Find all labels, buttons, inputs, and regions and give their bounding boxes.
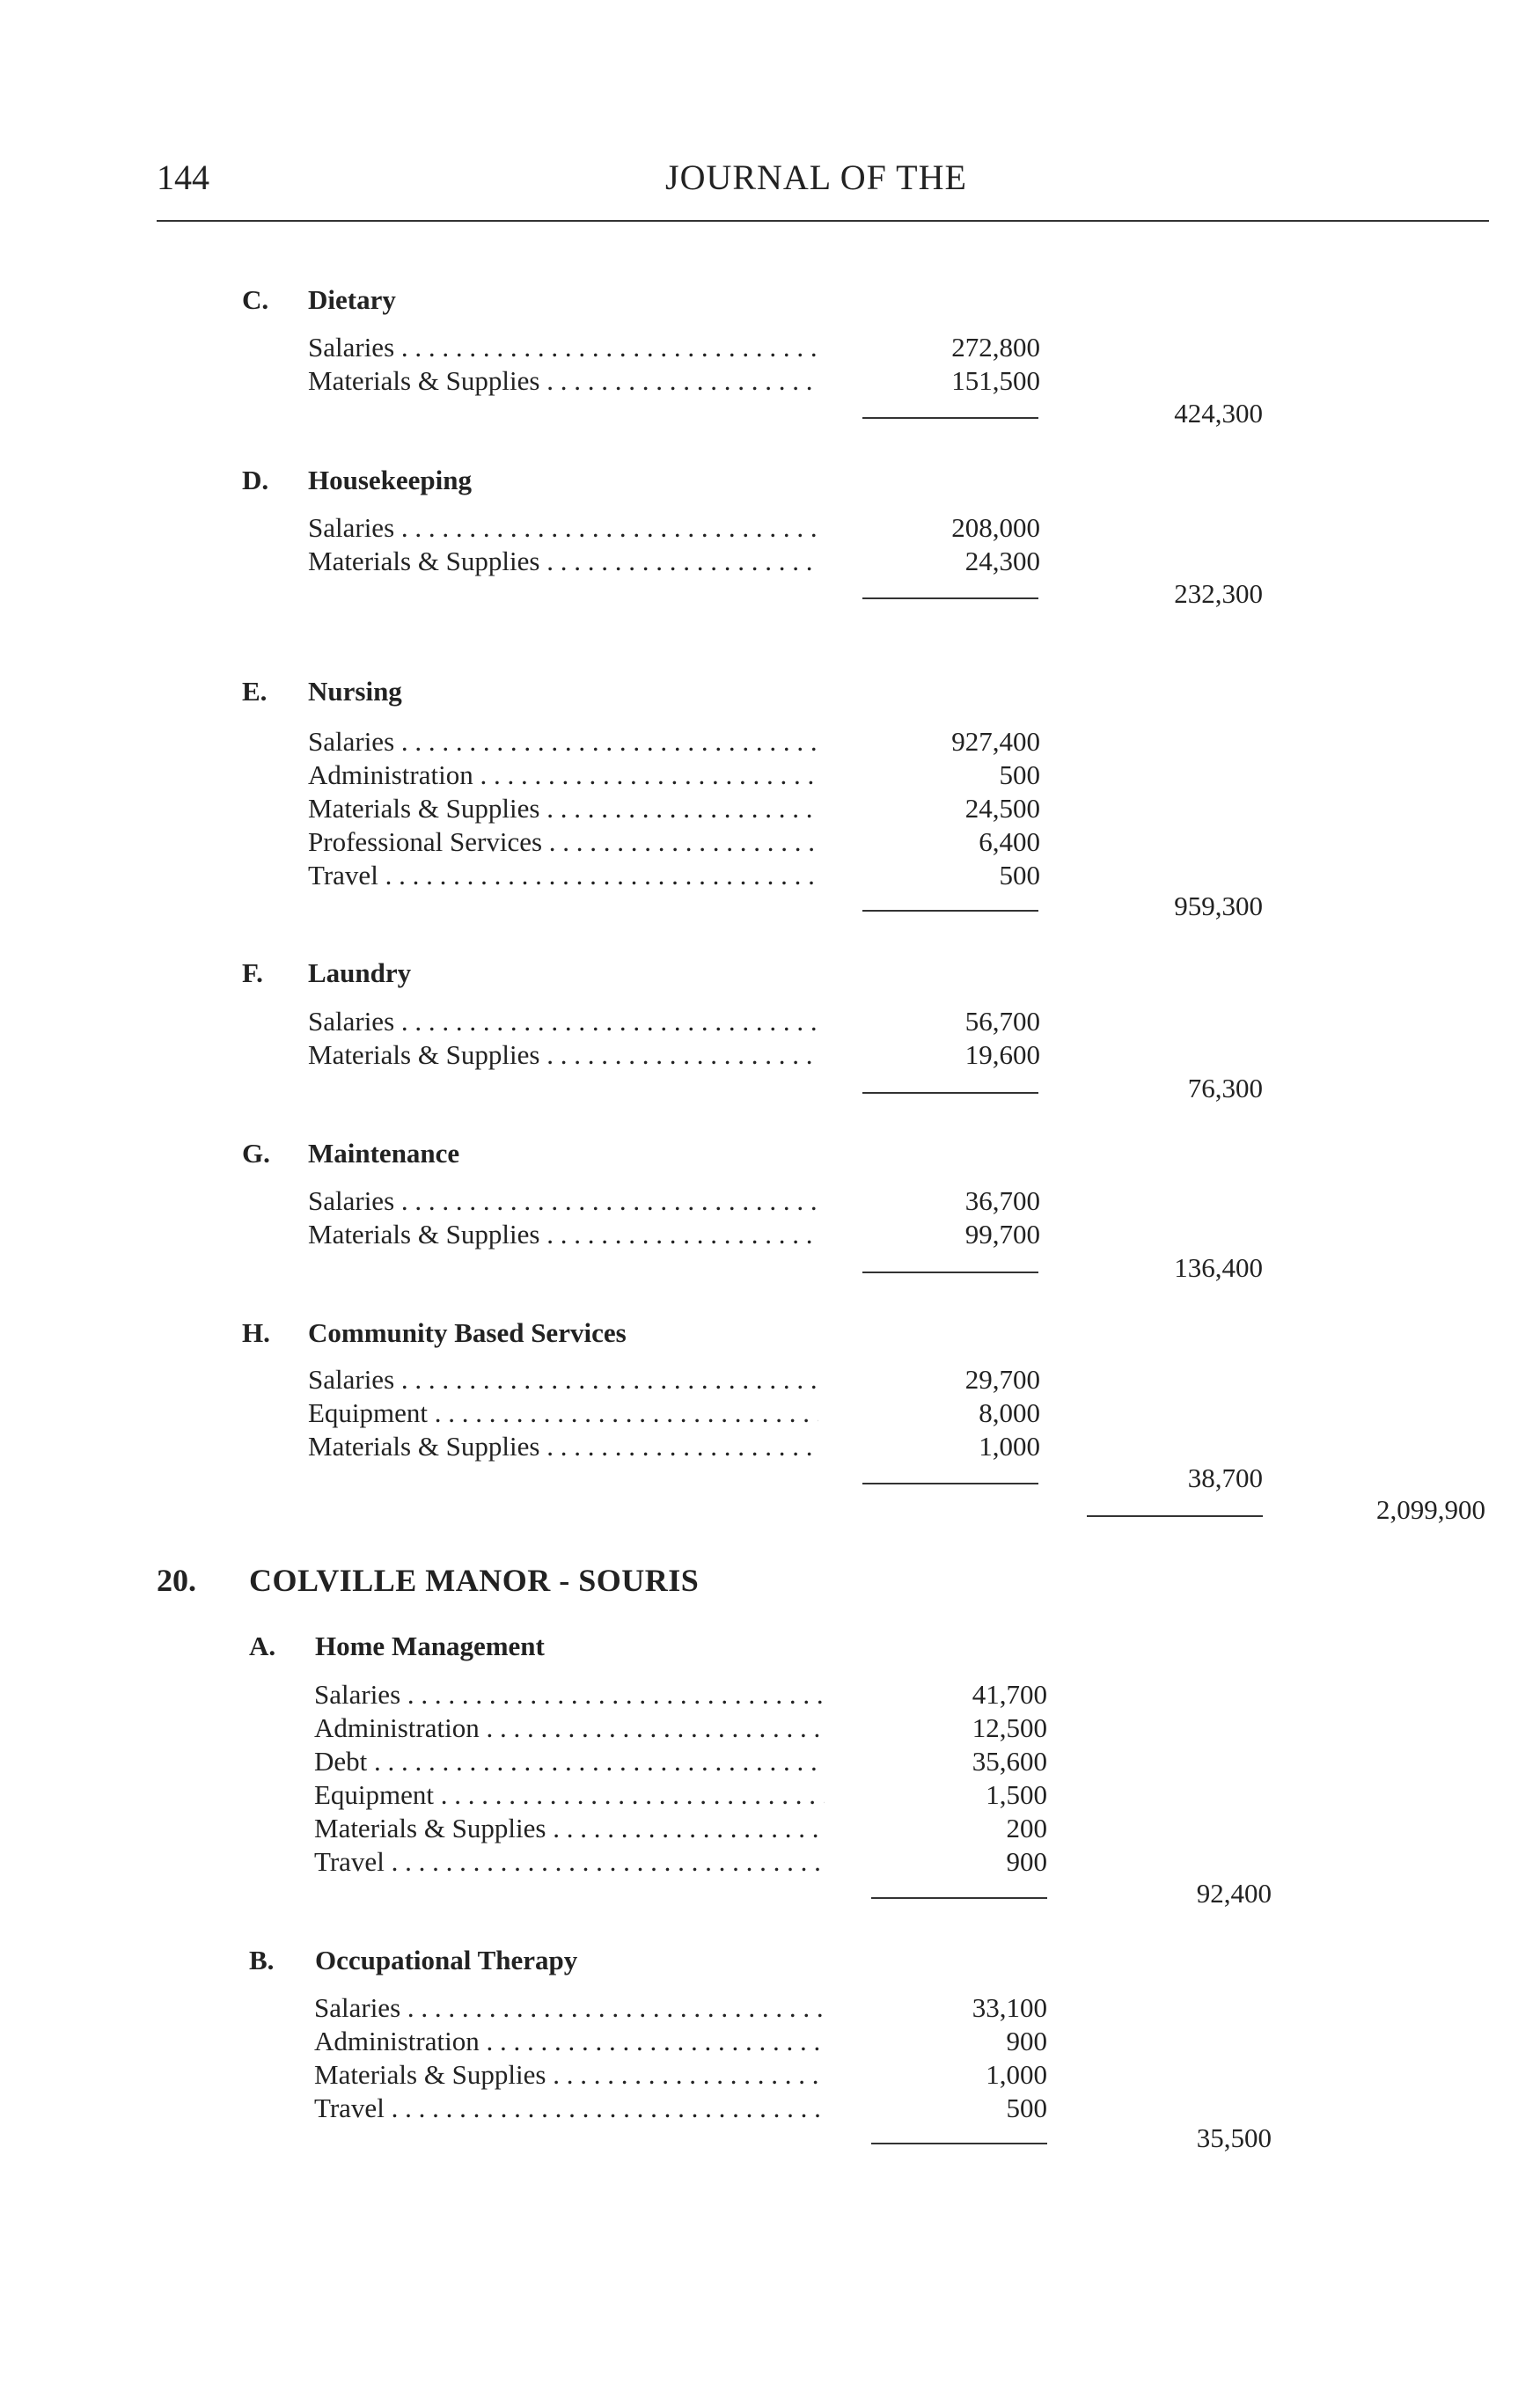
section-total: 424,300 bbox=[1174, 398, 1263, 429]
line-item-label: Materials & Supplies . . . bbox=[308, 364, 818, 398]
line-item-amount: 900 bbox=[1006, 2026, 1047, 2056]
section-total: 38,700 bbox=[1187, 1462, 1263, 1493]
section-title: Occupational Therapy bbox=[315, 1945, 578, 1975]
line-item-amount: 151,500 bbox=[951, 365, 1040, 396]
section-title: Home Management bbox=[315, 1631, 545, 1661]
subtotal-rule bbox=[871, 1897, 1047, 1899]
subtotal-rule bbox=[862, 597, 1038, 599]
line-item-amount: 1,000 bbox=[979, 1431, 1040, 1462]
header-rule bbox=[157, 220, 1489, 222]
line-item-label: Salaries . . . bbox=[308, 331, 818, 364]
subtotal-rule bbox=[862, 1483, 1038, 1484]
line-item-label: Materials & Supplies . . . bbox=[314, 2058, 825, 2092]
subtotal-rule bbox=[862, 910, 1038, 912]
line-item-label: Salaries . . . bbox=[314, 1991, 825, 2025]
section-letter: E. bbox=[242, 676, 268, 707]
line-item-label: Materials & Supplies . . . bbox=[308, 1430, 818, 1463]
line-item-amount: 12,500 bbox=[972, 1712, 1047, 1743]
line-item-label: Materials & Supplies . . . bbox=[308, 792, 818, 825]
line-item-amount: 927,400 bbox=[951, 726, 1040, 757]
section-total: 232,300 bbox=[1174, 578, 1263, 609]
section-letter: D. bbox=[242, 465, 269, 495]
line-item-label: Salaries . . . bbox=[308, 511, 818, 545]
line-item-label: Salaries . . . bbox=[308, 1363, 818, 1396]
section-letter: B. bbox=[249, 1945, 275, 1975]
section-total: 35,500 bbox=[1196, 2122, 1272, 2153]
line-item-label: Travel . . . bbox=[314, 1845, 825, 1879]
line-item-label: Materials & Supplies . . . bbox=[314, 1812, 825, 1845]
section-letter: A. bbox=[249, 1631, 276, 1661]
line-item-label: Salaries . . . bbox=[308, 725, 818, 759]
line-item-amount: 6,400 bbox=[979, 826, 1040, 857]
line-item-amount: 8,000 bbox=[979, 1397, 1040, 1428]
line-item-amount: 200 bbox=[1006, 1813, 1047, 1843]
section-title: Community Based Services bbox=[308, 1317, 627, 1348]
line-item-label: Equipment . . . bbox=[314, 1778, 825, 1812]
line-item-label: Administration . . . bbox=[314, 2025, 825, 2058]
page-number: 144 bbox=[157, 158, 209, 197]
section-total: 76,300 bbox=[1187, 1073, 1263, 1103]
line-item-amount: 24,500 bbox=[964, 793, 1040, 824]
subtotal-rule bbox=[862, 1272, 1038, 1273]
line-item-amount: 36,700 bbox=[964, 1185, 1040, 1216]
line-item-amount: 272,800 bbox=[951, 332, 1040, 363]
line-item-amount: 1,500 bbox=[986, 1779, 1047, 1810]
line-item-amount: 500 bbox=[999, 759, 1040, 790]
line-item-label: Equipment . . . bbox=[308, 1396, 818, 1430]
line-item-amount: 99,700 bbox=[964, 1219, 1040, 1250]
section-total: 136,400 bbox=[1174, 1252, 1263, 1283]
line-item-label: Salaries . . . bbox=[308, 1184, 818, 1218]
grand-total-rule bbox=[1087, 1515, 1263, 1517]
section-title: Dietary bbox=[308, 284, 396, 315]
line-item-label: Materials & Supplies . . . bbox=[308, 1038, 818, 1072]
section-title: Maintenance bbox=[308, 1138, 460, 1169]
section-title: Housekeeping bbox=[308, 465, 473, 495]
line-item-amount: 500 bbox=[1006, 2093, 1047, 2123]
section-letter: G. bbox=[242, 1138, 270, 1169]
running-header: JOURNAL OF THE bbox=[665, 158, 967, 197]
line-item-amount: 1,000 bbox=[986, 2059, 1047, 2090]
line-item-label: Materials & Supplies . . . bbox=[308, 545, 818, 578]
line-item-amount: 56,700 bbox=[964, 1006, 1040, 1037]
item-number: 20. bbox=[157, 1563, 196, 1598]
line-item-amount: 24,300 bbox=[964, 546, 1040, 576]
line-item-label: Administration . . . bbox=[308, 759, 818, 792]
line-item-amount: 208,000 bbox=[951, 512, 1040, 543]
grand-total: 2,099,900 bbox=[1376, 1494, 1485, 1525]
institution-heading: COLVILLE MANOR - SOURIS bbox=[249, 1563, 700, 1598]
subtotal-rule bbox=[862, 417, 1038, 419]
section-letter: F. bbox=[242, 957, 263, 988]
section-letter: H. bbox=[242, 1317, 270, 1348]
subtotal-rule bbox=[871, 2143, 1047, 2144]
line-item-label: Debt . . . bbox=[314, 1745, 825, 1778]
line-item-amount: 41,700 bbox=[972, 1679, 1047, 1710]
subtotal-rule bbox=[862, 1092, 1038, 1094]
section-title: Nursing bbox=[308, 676, 402, 707]
line-item-amount: 29,700 bbox=[964, 1364, 1040, 1395]
line-item-label: Travel . . . bbox=[308, 859, 818, 892]
section-letter: C. bbox=[242, 284, 269, 315]
line-item-amount: 33,100 bbox=[972, 1992, 1047, 2023]
line-item-amount: 19,600 bbox=[964, 1039, 1040, 1070]
line-item-label: Salaries . . . bbox=[308, 1005, 818, 1038]
line-item-label: Salaries . . . bbox=[314, 1678, 825, 1711]
line-item-label: Professional Services . . . bbox=[308, 825, 818, 859]
line-item-amount: 35,600 bbox=[972, 1746, 1047, 1777]
section-total: 959,300 bbox=[1174, 891, 1263, 921]
line-item-amount: 500 bbox=[999, 860, 1040, 891]
section-title: Laundry bbox=[308, 957, 412, 988]
line-item-amount: 900 bbox=[1006, 1846, 1047, 1877]
section-total: 92,400 bbox=[1196, 1878, 1272, 1909]
line-item-label: Materials & Supplies . . . bbox=[308, 1218, 818, 1251]
line-item-label: Administration . . . bbox=[314, 1711, 825, 1745]
line-item-label: Travel . . . bbox=[314, 2092, 825, 2125]
